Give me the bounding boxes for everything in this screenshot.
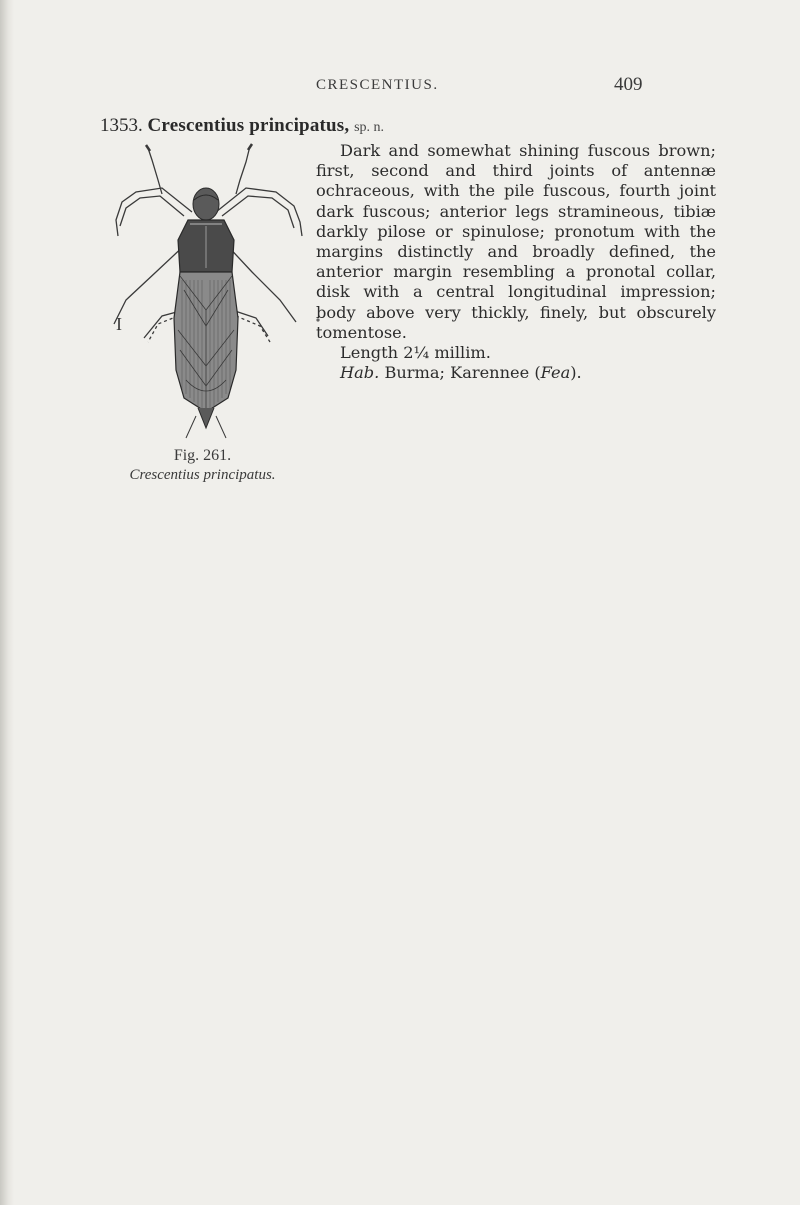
species-name: Crescentius principatus, [147, 115, 350, 136]
running-head [0, 74, 800, 99]
habitat-label: Hab. [340, 363, 380, 383]
figure-number: Fig. 261. [173, 447, 232, 464]
figure [100, 140, 325, 490]
habitat-end: ). [570, 363, 582, 383]
left-front-leg [116, 188, 192, 236]
length-line: Length 2¼ millim. [340, 343, 491, 363]
scale-mark: I [116, 314, 122, 334]
habitat-text: Burma; Karennee ( [384, 363, 541, 383]
page-edge [0, 0, 14, 1205]
entry-heading [100, 115, 384, 137]
right-antenna [236, 146, 250, 194]
habitat-collector: Fea [540, 363, 571, 383]
entry-number: 1353. [100, 115, 143, 136]
insect-illustration [100, 140, 325, 450]
figure-caption: Crescentius principatus. [129, 467, 276, 483]
left-antenna [148, 148, 162, 194]
head [193, 188, 219, 220]
habitat-line [316, 363, 716, 383]
description-paragraph: Dark and somewhat shining fuscous brown; first, second and third joints of antennæ ochraceous, with the pile fuscous, fourth joint dark fuscous; anterior legs stramineous, tibiæ darkly pilose or spinulose; pronotum with the margins distinctly and broadly defined, the anterior margin resembling a pronotal collar, disk with a central longitudinal impression; body above very thickly, finely, but obscurely tomentose. [316, 141, 716, 342]
species-status: sp. n. [354, 120, 385, 135]
species-description [316, 141, 716, 383]
running-title: CRESCENTIUS. [316, 77, 439, 93]
page-number: 409 [614, 74, 643, 95]
